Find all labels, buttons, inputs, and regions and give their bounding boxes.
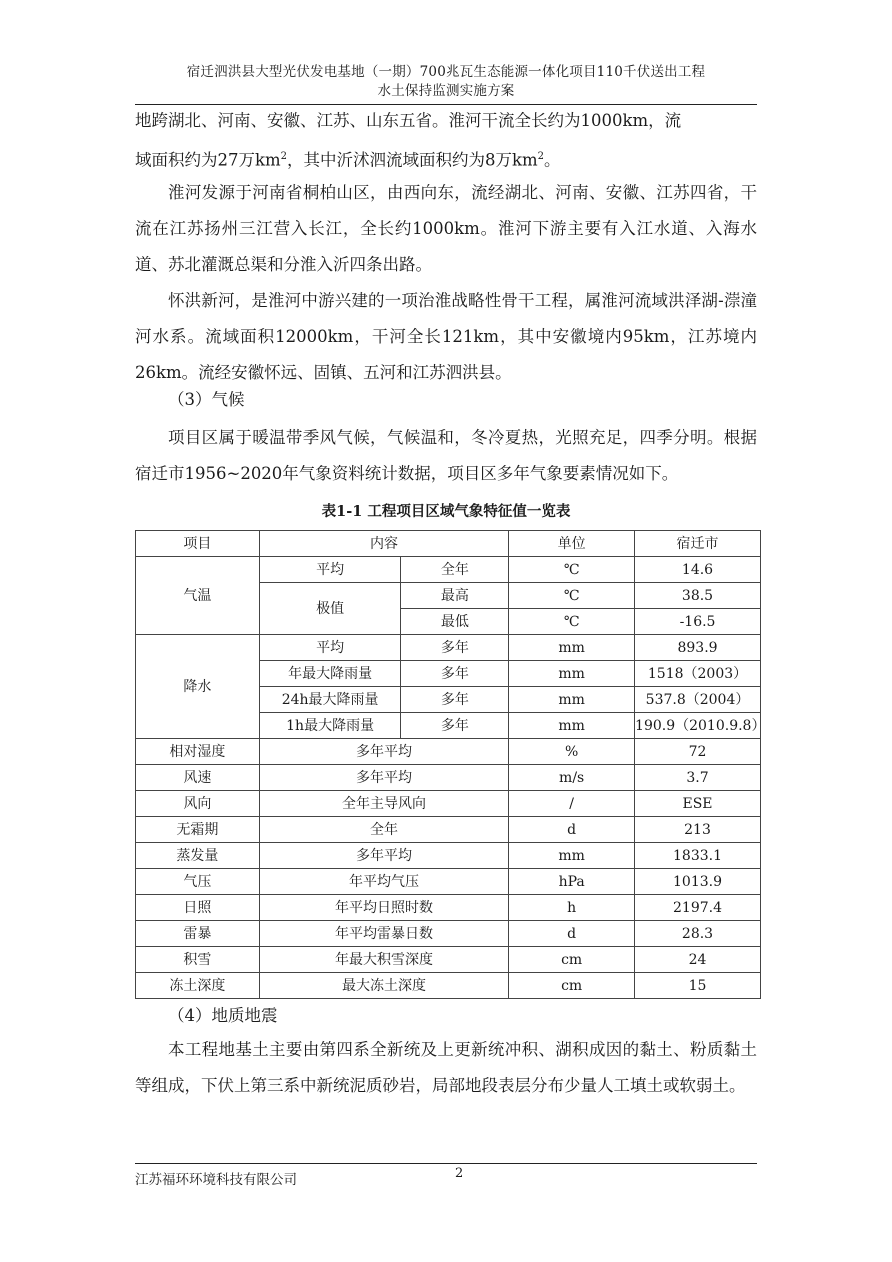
table-cell: 无霜期 (136, 817, 260, 843)
table-cell: 平均 (259, 557, 401, 583)
table-cell: 1h最大降雨量 (259, 713, 401, 739)
table-cell: 年平均日照时数 (259, 895, 509, 921)
table-cell: 最高 (401, 583, 509, 609)
table-row (136, 739, 761, 765)
table-cell: 28.3 (635, 921, 761, 947)
table-cell: mm (509, 635, 635, 661)
table-cell: 多年平均 (259, 765, 509, 791)
header-cell-unit: 单位 (509, 531, 635, 557)
row-label-precipitation: 降水 (136, 635, 260, 739)
paragraph-huaihong-river (135, 283, 757, 391)
header-cell-item: 项目 (136, 531, 260, 557)
table-cell: 1833.1 (635, 843, 761, 869)
header-title-line2: 水土保持监测实施方案 (377, 83, 515, 99)
table-cell: cm (509, 973, 635, 999)
table-cell: 全年 (401, 557, 509, 583)
table-cell: mm (509, 843, 635, 869)
table-cell: 极值 (259, 583, 401, 635)
h3-text: （3）气候 (168, 390, 245, 409)
table-cell: -16.5 (635, 609, 761, 635)
table-cell: 冻土深度 (136, 973, 260, 999)
table-cell: 2197.4 (635, 895, 761, 921)
simple-rows-group (136, 739, 761, 999)
table-cell: 多年 (401, 687, 509, 713)
table-cell: 1518（2003） (635, 661, 761, 687)
table-cell: d (509, 817, 635, 843)
table-cell: 积雪 (136, 947, 260, 973)
table-caption: 表1-1 工程项目区域气象特征值一览表 (321, 503, 571, 520)
table-cell: 平均 (259, 635, 401, 661)
table-cell: 年最大降雨量 (259, 661, 401, 687)
table-cell: 537.8（2004） (635, 687, 761, 713)
table-row (136, 765, 761, 791)
p1-sup-2: 2 (537, 151, 545, 162)
header-cell-suqian: 宿迁市 (635, 531, 761, 557)
section-heading-climate (135, 382, 757, 418)
footer-divider (135, 1163, 757, 1164)
page-number: 2 (455, 1166, 464, 1181)
table-cell: 相对湿度 (136, 739, 260, 765)
table-cell: 风向 (136, 791, 260, 817)
table-header-row (136, 531, 761, 557)
table-cell: m/s (509, 765, 635, 791)
table-cell: 年最大积雪深度 (259, 947, 509, 973)
footer-company: 江苏福环环境科技有限公司 (135, 1172, 297, 1188)
table-cell: mm (509, 713, 635, 739)
table-row (136, 895, 761, 921)
p1-text-c: ，其中沂沭泗流域面积约为8万km (287, 150, 538, 170)
table-cell: 年平均气压 (259, 869, 509, 895)
p1-line1: 地跨湖北、河南、安徽、江苏、山东五省。淮河干流全长约为1000km，流 (135, 111, 682, 130)
table-cell: 多年平均 (259, 739, 509, 765)
page-header (135, 63, 757, 101)
section-heading-geology (135, 998, 757, 1034)
table-cell: 14.6 (635, 557, 761, 583)
table-cell: cm (509, 947, 635, 973)
table-cell: 最大冻土深度 (259, 973, 509, 999)
table-cell: d (509, 921, 635, 947)
meteorology-table (135, 530, 766, 999)
table-cell: 15 (635, 973, 761, 999)
table-cell: 24 (635, 947, 761, 973)
table-cell: 全年 (259, 817, 509, 843)
table-cell: 蒸发量 (136, 843, 260, 869)
table-cell: / (509, 791, 635, 817)
table-cell: 日照 (136, 895, 260, 921)
h4-text: （4）地质地震 (168, 1006, 278, 1025)
header-cell-content: 内容 (259, 531, 509, 557)
table-cell: 多年 (401, 713, 509, 739)
p1-sup-1: 2 (280, 151, 288, 162)
table-cell: 213 (635, 817, 761, 843)
p2-text: 淮河发源于河南省桐柏山区，由西向东，流经湖北、河南、安徽、江苏四省，干流在江苏扬州三江营入长江，全长约1000km。淮河下游主要有入江水道、入海水道、苏北灌溉总渠和分淮入沂四条出路。 (135, 183, 757, 274)
table-cell: mm (509, 687, 635, 713)
p1-text-b: 域面积约为27万km (135, 150, 281, 170)
table-cell: 雷暴 (136, 921, 260, 947)
table-cell: 1013.9 (635, 869, 761, 895)
p5-text: 本工程地基土主要由第四系全新统及上更新统冲积、湖积成因的黏土、粉质黏土等组成，下伏上第三系中新统泥质砂岩，局部地段表层分布少量人工填土或软弱土。 (135, 1040, 757, 1095)
table-cell: 24h最大降雨量 (259, 687, 401, 713)
table-row (136, 635, 761, 661)
p3-text: 怀洪新河，是淮河中游兴建的一项治淮战略性骨干工程，属淮河流域洪泽湖-漴潼河水系。流域面积12000km，干河全长121km，其中安徽境内95km，江苏境内26km。流经安徽怀远、固镇、五河和江苏泗洪县。 (135, 291, 757, 382)
p1-text-d: 。 (544, 150, 561, 170)
table-row (136, 843, 761, 869)
table-cell: 年平均雷暴日数 (259, 921, 509, 947)
table-cell: 3.7 (635, 765, 761, 791)
paragraph-huaihe-basin (135, 103, 757, 179)
table-cell: 38.5 (635, 583, 761, 609)
table-cell: 190.9（2010.9.8） (635, 713, 761, 739)
table-cell: 893.9 (635, 635, 761, 661)
paragraph-climate (135, 420, 757, 492)
table-cell: 多年 (401, 661, 509, 687)
table-cell: ℃ (509, 609, 635, 635)
table-cell: 气压 (136, 869, 260, 895)
table-row (136, 817, 761, 843)
table-row (136, 557, 761, 583)
table-cell: ESE (635, 791, 761, 817)
table-cell: 72 (635, 739, 761, 765)
table-cell: % (509, 739, 635, 765)
table-cell: 最低 (401, 609, 509, 635)
table-cell: 风速 (136, 765, 260, 791)
table-cell: ℃ (509, 557, 635, 583)
p4-text: 项目区属于暖温带季风气候，气候温和，冬冷夏热，光照充足，四季分明。根据宿迁市1956~2020年气象资料统计数据，项目区多年气象要素情况如下。 (135, 428, 757, 483)
paragraph-geology (135, 1032, 757, 1104)
table-row (136, 947, 761, 973)
table-cell: 多年 (401, 635, 509, 661)
table-row (136, 921, 761, 947)
table-cell: 全年主导风向 (259, 791, 509, 817)
table-cell: 多年平均 (259, 843, 509, 869)
table-row (136, 791, 761, 817)
header-title-line1: 宿迁泗洪县大型光伏发电基地（一期）700兆瓦生态能源一体化项目110千伏送出工程 (186, 64, 706, 80)
table-row (136, 973, 761, 999)
table-cell: mm (509, 661, 635, 687)
table-cell: h (509, 895, 635, 921)
row-label-temperature: 气温 (136, 557, 260, 635)
paragraph-huaihe-source (135, 175, 757, 283)
table-cell: ℃ (509, 583, 635, 609)
table-row (136, 869, 761, 895)
table-cell: hPa (509, 869, 635, 895)
